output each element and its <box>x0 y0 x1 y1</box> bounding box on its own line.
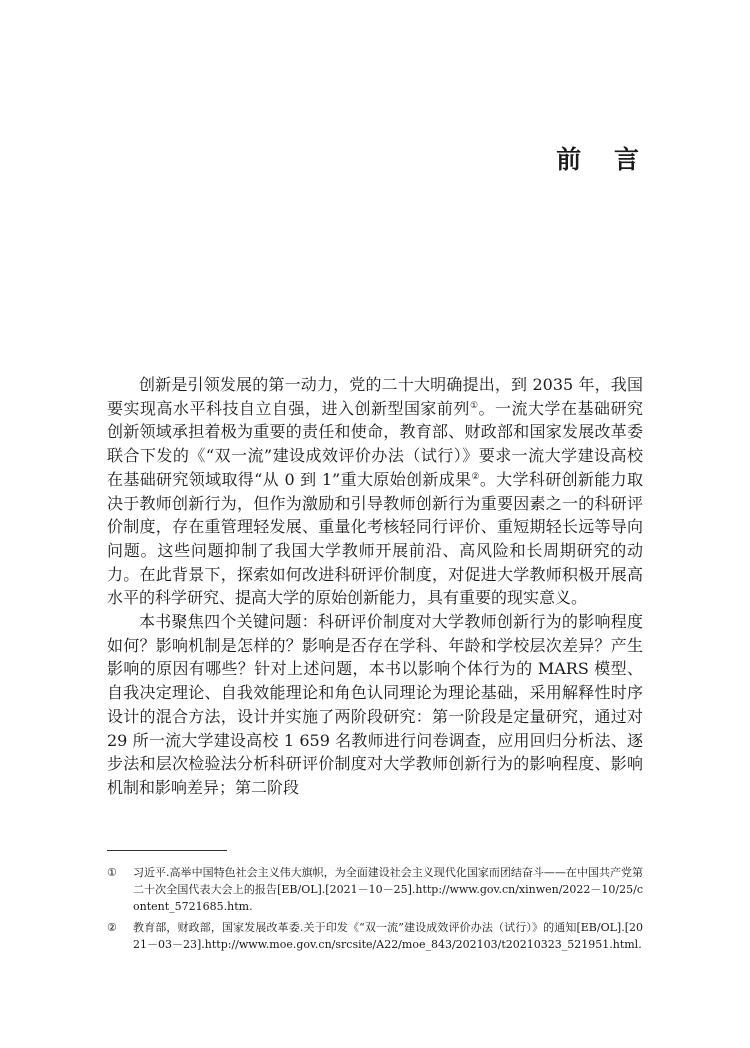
footnote-marker: ① <box>107 866 117 879</box>
footnote <box>107 919 643 953</box>
body-text <box>107 373 643 800</box>
footnote-reference: ② <box>471 471 480 482</box>
footnote-divider <box>107 850 227 851</box>
footnote-marker: ② <box>107 921 117 934</box>
footnotes <box>107 864 643 957</box>
footnote-reference: ① <box>469 400 479 411</box>
footnote-text: 教育部，财政部，国家发展改革委.关于印发《“双一流”建设成效评价办法（试行）》的通知[EB/OL].[2021－03－23].http://www.moe.gov.cn/srcsite/A22/moe_843/202103/t20210323_521951.html. <box>133 921 643 951</box>
paragraph <box>107 373 643 610</box>
footnote <box>107 864 643 915</box>
paragraph-text: 创新是引领发展的第一动力，党的二十大明确提出，到 2035 年，我国要实现高水平科技自立自强，进入创新型国家前列 <box>107 375 643 418</box>
page-title: 前 言 <box>556 145 651 174</box>
footnote-text: 习近平.高举中国特色社会主义伟大旗帜，为全面建设社会主义现代化国家而团结奋斗——在中国共产党第二十次全国代表大会上的报告[EB/OL].[2021－10－25].http://www.gov.cn/xinwen/2022－10/25/content_5721685.htm. <box>133 866 643 913</box>
paragraph-text: 。一流大学在基础研究创新领域承担着极为重要的责任和使命，教育部、财政部和国家发展改革委联合下发的《“双一流”建设成效评价办法（试行）》要求一流大学建设高校在基础研究领域取得“从 0 到 1”重大原始创新成果 <box>107 398 643 489</box>
paragraph <box>107 610 643 800</box>
paragraph-text: 本书聚焦四个关键问题：科研评价制度对大学教师创新行为的影响程度如何？影响机制是怎样的？影响是否存在学科、年龄和学校层次差异？产生影响的原因有哪些？针对上述问题，本书以影响个体行为的 MARS 模型、自我决定理论、自我效能理论和角色认同理论为理论基础，采用解释性时序设计的混合方法，设计并实施了两阶段研究：第一阶段是定量研究，通过对 29 所一流大学建设高校 1 659 名教师进行问卷调查，应用回归分析法、逐步法和层次检验法分析科研评价制度对大学教师创新行为的影响程度、影响机制和影响差异；第二阶段 <box>107 612 643 797</box>
paragraph-text: 。大学科研创新能力取决于教师创新行为，但作为激励和引导教师创新行为重要因素之一的科研评价制度，存在重管理轻发展、重量化考核轻同行评价、重短期轻长远等导向问题。这些问题抑制了我国大学教师开展前沿、高风险和长周期研究的动力。在此背景下，探索如何改进科研评价制度，对促进大学教师积极开展高水平的科学研究、提高大学的原始创新能力，具有重要的现实意义。 <box>107 469 643 608</box>
